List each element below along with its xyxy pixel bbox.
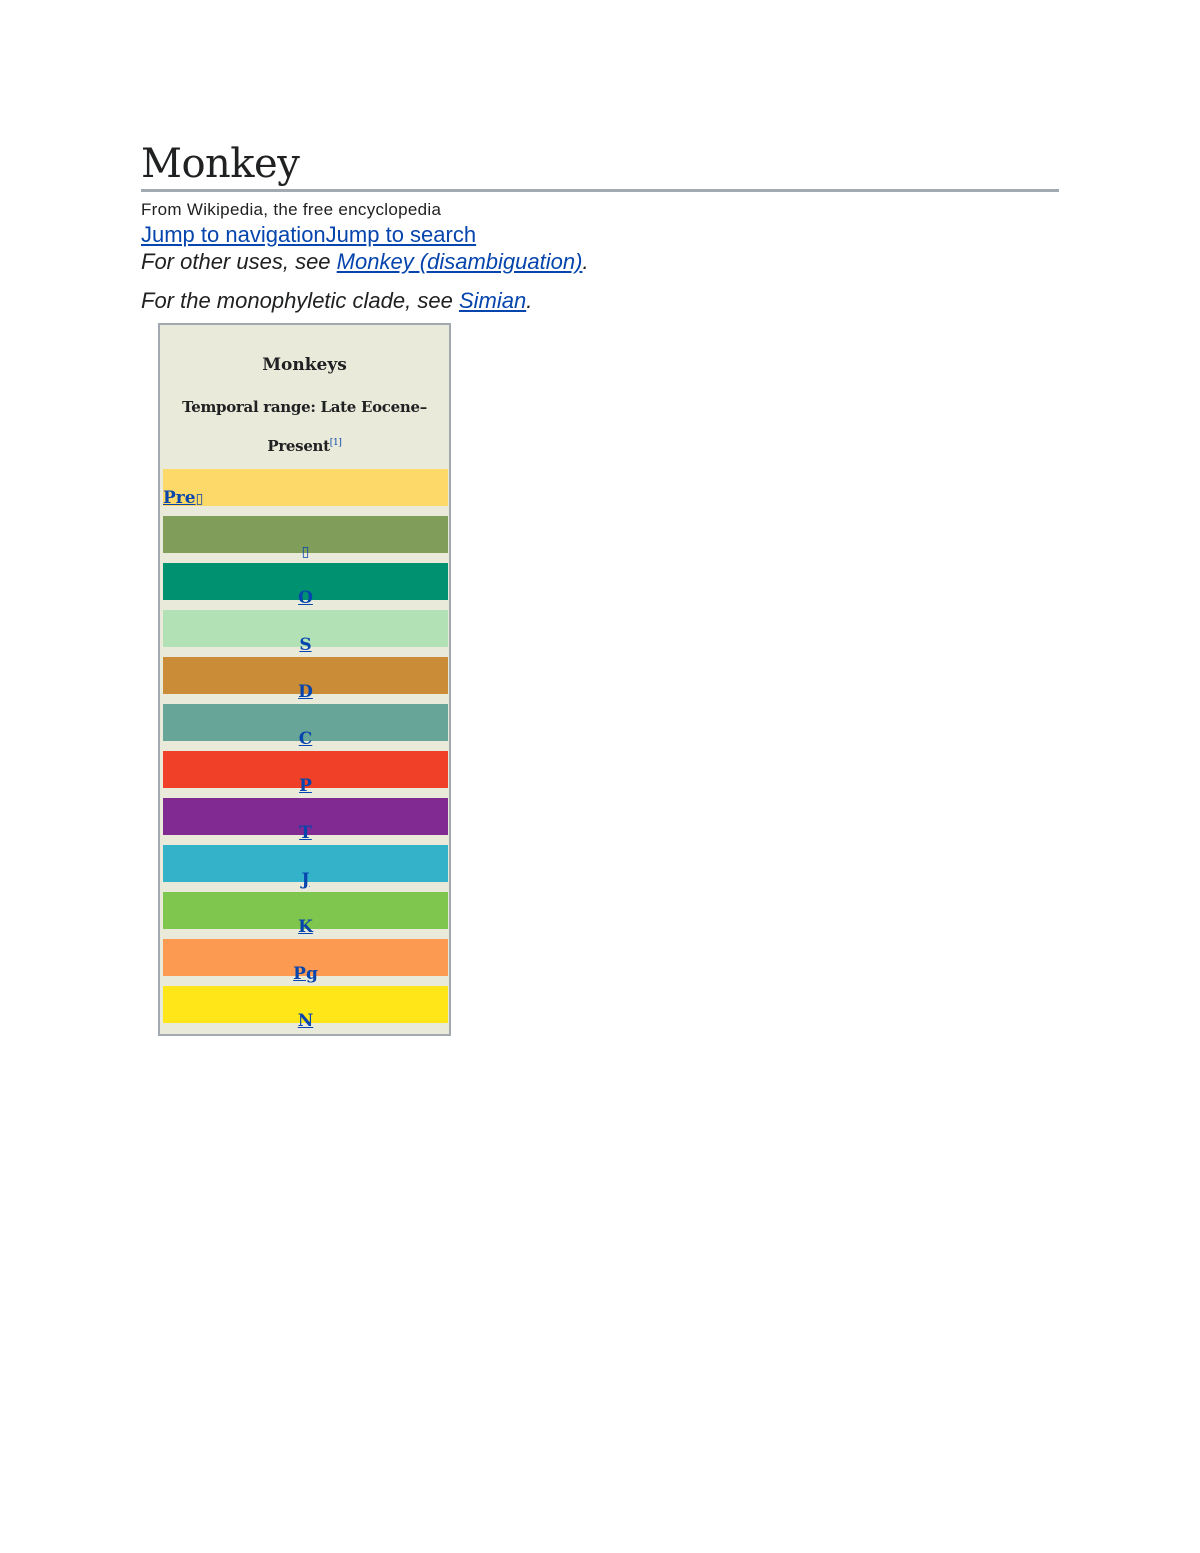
period-link[interactable]: P <box>299 776 312 796</box>
period-band <box>163 892 448 937</box>
hatnote-prefix: For other uses, see <box>141 249 337 274</box>
hatnote-suffix: . <box>526 288 533 313</box>
period-link[interactable]: K <box>298 917 313 937</box>
period-band <box>163 610 448 655</box>
period-link[interactable]: N <box>297 1011 314 1031</box>
period-link[interactable]: D <box>298 682 313 702</box>
hatnote-other-uses <box>141 249 1059 275</box>
hatnote-prefix: For the monophyletic clade, see <box>141 288 459 313</box>
temporal-range-text: Temporal range: Late Eocene–Present <box>182 398 427 455</box>
period-link[interactable]: T <box>299 823 312 843</box>
reference-marker[interactable]: [1] <box>329 438 342 448</box>
missing-glyph-icon: ▯ <box>301 544 310 560</box>
article <box>141 140 1059 1031</box>
taxobox <box>158 323 451 1036</box>
period-band <box>163 798 448 843</box>
period-band <box>163 657 448 702</box>
period-link[interactable]: J <box>301 870 310 890</box>
period-band <box>163 986 448 1031</box>
period-band <box>163 704 448 749</box>
page-title: Monkey <box>141 140 1059 192</box>
period-link[interactable]: C <box>298 729 313 749</box>
temporal-range <box>160 389 449 464</box>
jump-to-search-link[interactable]: Jump to search <box>325 222 477 247</box>
geologic-timescale-bar <box>163 469 448 1033</box>
period-band <box>163 563 448 608</box>
simian-link[interactable]: Simian <box>458 288 527 313</box>
jump-to-navigation-link[interactable]: Jump to navigation <box>141 222 326 247</box>
site-tagline: From Wikipedia, the free encyclopedia <box>141 200 442 219</box>
period-band <box>163 751 448 796</box>
period-band <box>163 469 448 506</box>
disambiguation-link[interactable]: Monkey (disambiguation) <box>336 249 583 274</box>
jump-links <box>141 222 1059 248</box>
period-link[interactable]: O <box>298 588 313 608</box>
missing-glyph-icon: ▯ <box>195 491 204 507</box>
period-link[interactable]: Pg <box>293 964 318 984</box>
period-band <box>163 845 448 890</box>
hatnote-clade <box>141 288 1059 314</box>
period-link[interactable]: Pre▯ <box>163 488 204 508</box>
period-band <box>163 516 448 560</box>
period-band <box>163 939 448 984</box>
period-link[interactable]: S <box>299 635 312 655</box>
taxobox-title: Monkeys <box>262 355 347 375</box>
period-link[interactable] <box>302 541 310 561</box>
hatnote-suffix: . <box>582 249 589 274</box>
